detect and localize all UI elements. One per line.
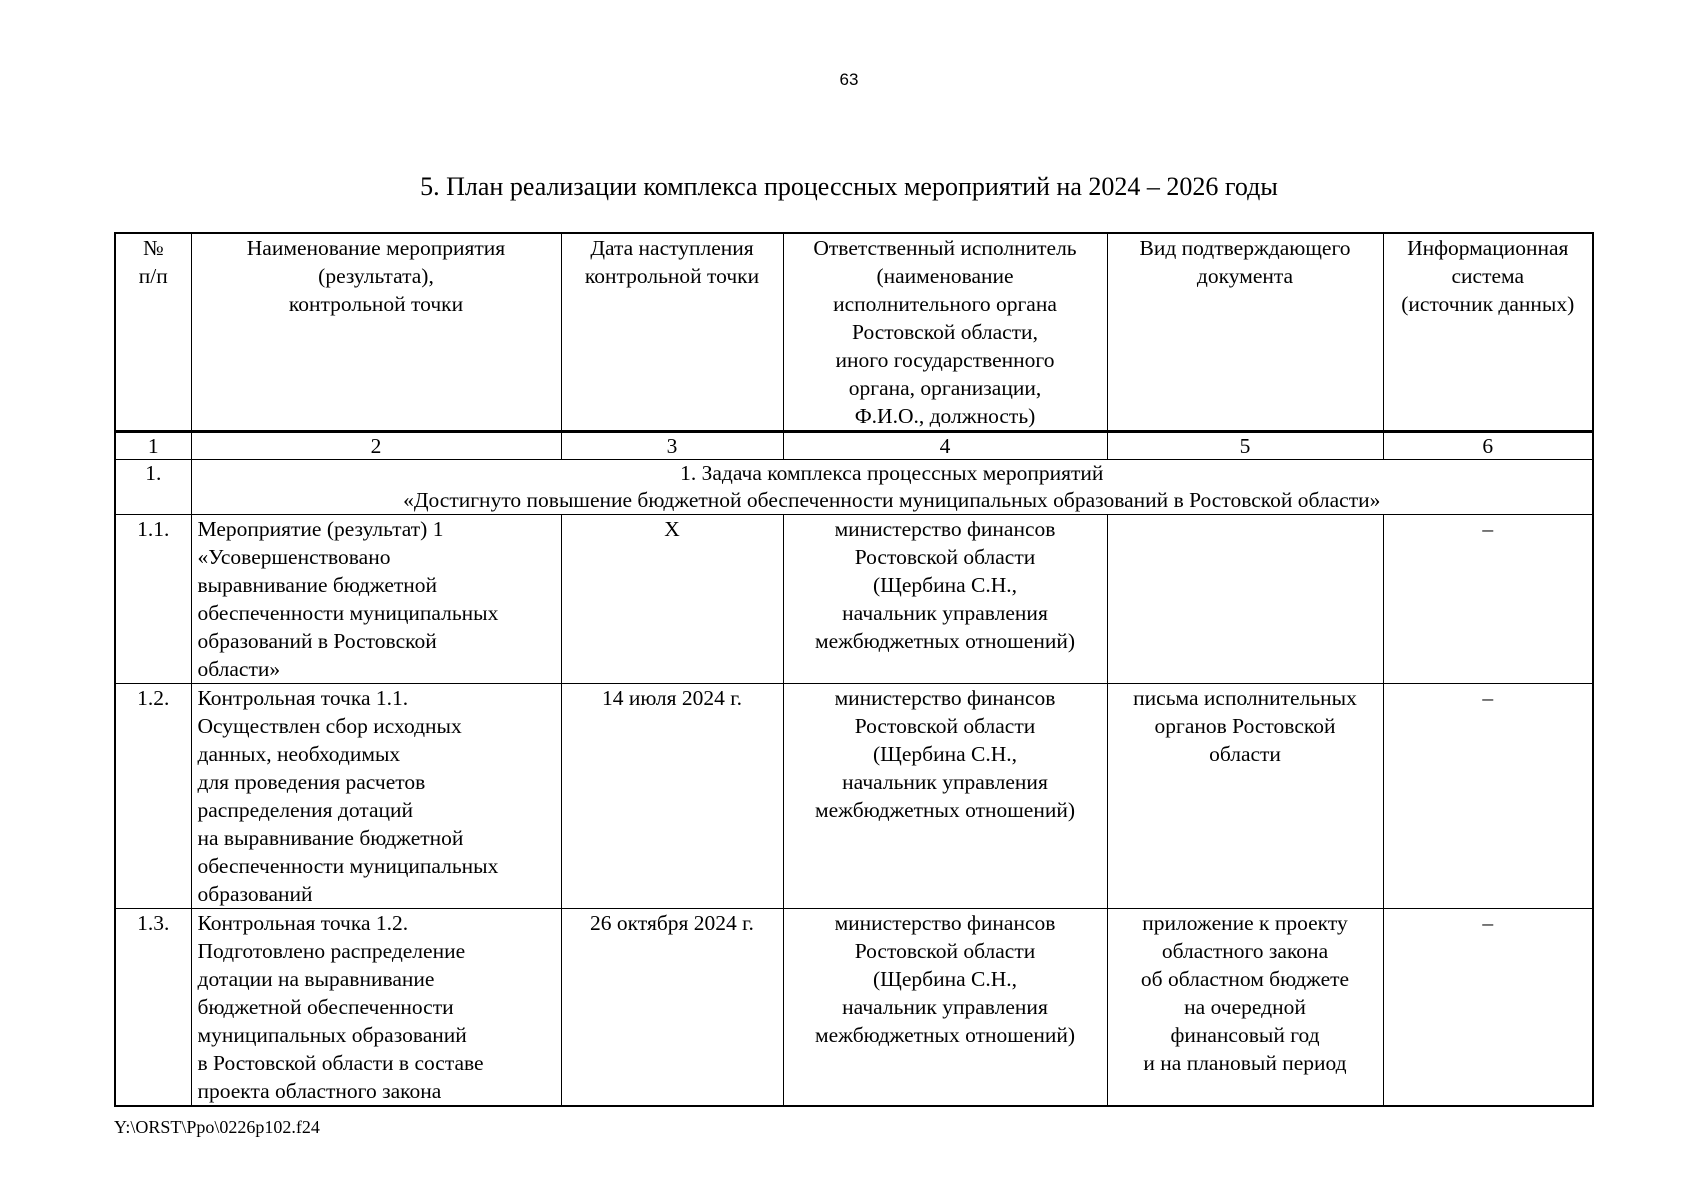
row-responsible: министерство финансов Ростовской области (Щербина С.Н., начальник управления межбюджетных отношений)	[783, 684, 1107, 909]
row-number: 1.2.	[115, 684, 191, 909]
table-row	[115, 684, 1593, 909]
implementation-plan-table	[114, 232, 1594, 1107]
column-number: 6	[1383, 432, 1593, 460]
row-document: приложение к проекту областного закона об областном бюджете на очередной финансовый год и на плановый период	[1107, 909, 1383, 1107]
page-number: 63	[839, 70, 859, 89]
row-date: 26 октября 2024 г.	[561, 909, 783, 1107]
table-row	[115, 909, 1593, 1107]
row-name: Контрольная точка 1.1. Осуществлен сбор исходных данных, необходимых для проведения расчетов распределения дотаций на выравнивание бюджетной обеспеченности муниципальных образований	[191, 684, 561, 909]
column-number: 3	[561, 432, 783, 460]
task-row	[115, 460, 1593, 515]
task-title: 1. Задача комплекса процессных мероприятий «Достигнуто повышение бюджетной обеспеченности муниципальных образований в Ростовской области»	[191, 460, 1593, 515]
page-title: 5. План реализации комплекса процессных мероприятий на 2024 – 2026 годы	[420, 172, 1278, 201]
row-number: 1.3.	[115, 909, 191, 1107]
row-number: 1.1.	[115, 515, 191, 684]
column-number: 4	[783, 432, 1107, 460]
row-date: 14 июля 2024 г.	[561, 684, 783, 909]
task-number: 1.	[115, 460, 191, 515]
column-number: 1	[115, 432, 191, 460]
column-number: 2	[191, 432, 561, 460]
row-responsible: министерство финансов Ростовской области (Щербина С.Н., начальник управления межбюджетных отношений)	[783, 909, 1107, 1107]
file-path-footer: Y:\ORST\Ppo\0226p102.f24	[114, 1117, 320, 1137]
row-system: –	[1383, 515, 1593, 684]
row-responsible: министерство финансов Ростовской области (Щербина С.Н., начальник управления межбюджетных отношений)	[783, 515, 1107, 684]
row-name: Мероприятие (результат) 1 «Усовершенствовано выравнивание бюджетной обеспеченности муниципальных образований в Ростовской области»	[191, 515, 561, 684]
row-system: –	[1383, 684, 1593, 909]
header-cell-system: Информационная система (источник данных)	[1383, 233, 1593, 432]
row-document: письма исполнительных органов Ростовской области	[1107, 684, 1383, 909]
header-cell-date: Дата наступления контрольной точки	[561, 233, 783, 432]
table-row	[115, 515, 1593, 684]
header-cell-name: Наименование мероприятия (результата), контрольной точки	[191, 233, 561, 432]
row-date: Х	[561, 515, 783, 684]
header-cell-responsible: Ответственный исполнитель (наименование исполнительного органа Ростовской области, иного государственного органа, организации, Ф.И.О., должность)	[783, 233, 1107, 432]
table-header-row	[115, 233, 1593, 432]
row-document	[1107, 515, 1383, 684]
row-system: –	[1383, 909, 1593, 1107]
column-numbers-row	[115, 432, 1593, 460]
row-name: Контрольная точка 1.2. Подготовлено распределение дотации на выравнивание бюджетной обеспеченности муниципальных образований в Ростовской области в составе проекта областного закона	[191, 909, 561, 1107]
header-cell-document: Вид подтверждающего документа	[1107, 233, 1383, 432]
header-cell-number: № п/п	[115, 233, 191, 432]
column-number: 5	[1107, 432, 1383, 460]
